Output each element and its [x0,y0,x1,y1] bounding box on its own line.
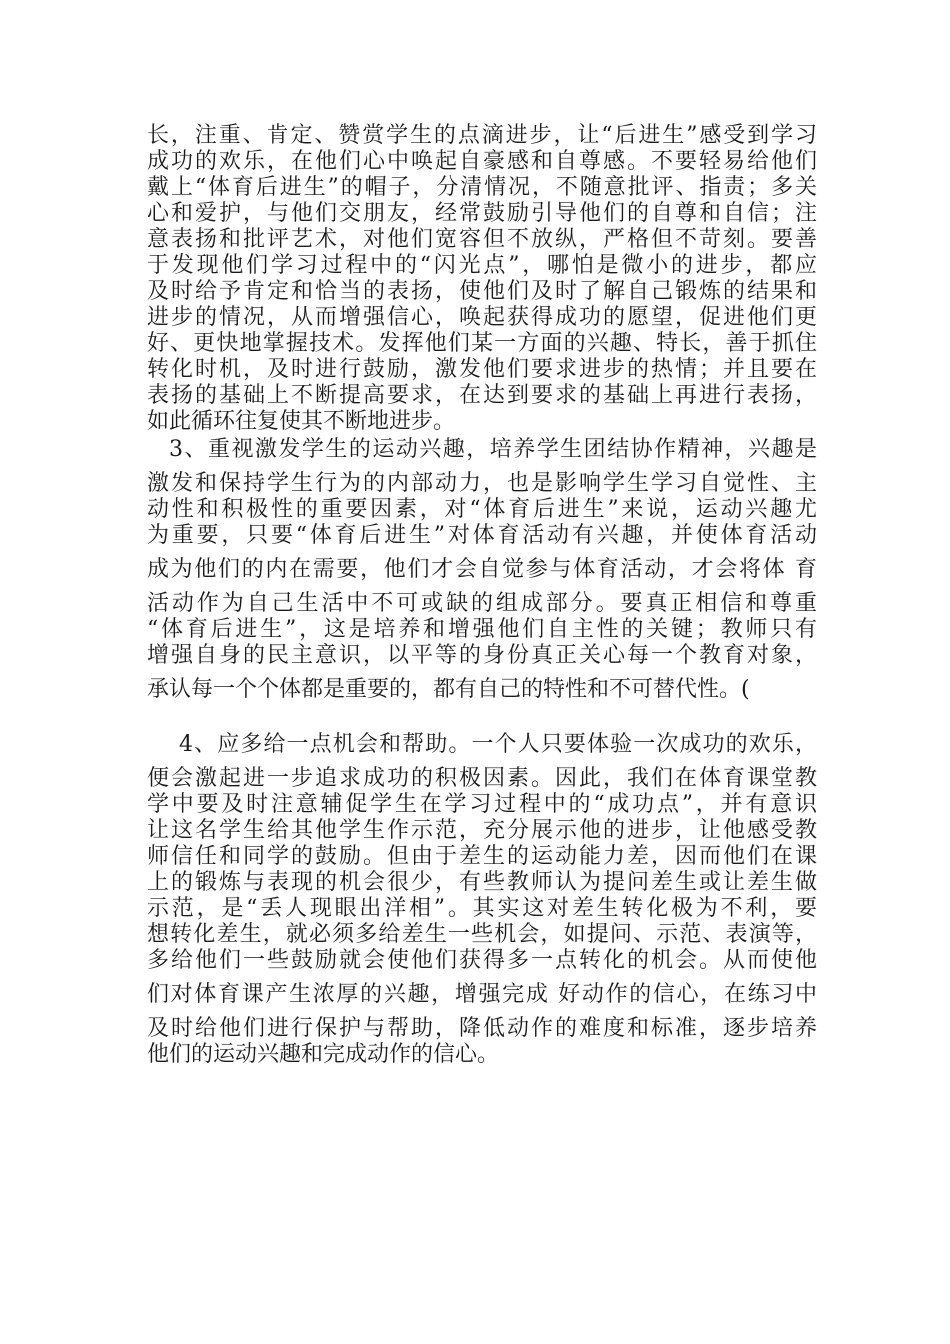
paragraph-line: 让这名学生给其他学生作示范，充分展示他的进步，让他感受教 [147,818,817,843]
paragraph-line: 长，注重、肯定、赞赏学生的点滴进步，让“后进生”感受到学习 [147,123,817,148]
paragraph-line: 表扬的基础上不断提高要求，在达到要求的基础上再进行表扬， [147,383,817,408]
paragraph-line: 上的锻炼与表现的机会很少，有些教师认为提问差生或让差生做 [147,870,817,895]
paragraph-line: 4、应多给一点机会和帮助。一个人只要体验一次成功的欢乐， [179,732,817,757]
paragraph-line: 想转化差生，就必须多给差生一些机会，如提问、示范、表演等， [147,922,817,947]
paragraph-line: 如此循环往复使其不断地进步。 [147,409,456,434]
paragraph-line: 为重要，只要“体育后进生”对体育活动有兴趣，并使体育活动 [147,523,817,548]
paragraph-line: 及时给予肯定和恰当的表扬，使他们及时了解自己锻炼的结果和 [147,279,817,304]
paragraph-line: 进步的情况，从而增强信心，唤起获得成功的愿望，促进他们更 [147,305,817,330]
paragraph-2 [147,437,817,703]
paragraph-line: 及时给他们进行保护与帮助，降低动作的难度和标准，逐步培养 [147,1016,817,1041]
paragraph-line: 意表扬和批评艺术，对他们宽容但不放纵，严格但不苛刻。要善 [147,227,817,252]
paragraph-line: 学中要及时注意辅促学生在学习过程中的“成功点”，并有意识 [147,792,817,817]
paragraph-line: 3、重视激发学生的运动兴趣，培养学生团结协作精神，兴趣是 [169,437,817,462]
paragraph-line: 活动作为自己生活中不可或缺的组成部分。要真正相信和尊重 [147,591,817,616]
paragraph-line: 增强自身的民主意识，以平等的身份真正关心每一个教育对象， [147,643,817,668]
paragraph-line: 戴上“体育后进生”的帽子，分清情况，不随意批评、指责；多关 [147,175,817,200]
paragraph-line: 成功的欢乐，在他们心中唤起自豪感和自尊感。不要轻易给他们 [147,149,817,174]
paragraph-1 [147,123,817,435]
paragraph-line: “体育后进生”，这是培养和增强他们自主性的关键；教师只有 [147,617,817,642]
paragraph-line: 动性和积极性的重要因素，对“体育后进生”来说，运动兴趣尤 [147,497,817,522]
paragraph-line: 转化时机，及时进行鼓励，激发他们要求进步的热情；并且要在 [147,357,817,382]
paragraph-line: 心和爱护，与他们交朋友，经常鼓励引导他们的自尊和自信；注 [147,201,817,226]
paragraph-line: 示范，是“丢人现眼出洋相”。其实这对差生转化极为不利，要 [147,896,817,921]
paragraph-line: 于发现他们学习过程中的“闪光点”，哪怕是微小的进步，都应 [147,253,817,278]
paragraph-line: 便会激起进一步追求成功的积极因素。因此，我们在体育课堂教 [147,766,817,791]
paragraph-line: 好、更快地掌握技术。发挥他们某一方面的兴趣、特长，善于抓住 [147,331,817,356]
paragraph-line: 们对体育课产生浓厚的兴趣，增强完成 好动作的信心，在练习中 [147,982,817,1007]
paragraph-line: 多给他们一些鼓励就会使他们获得多一点转化的机会。从而使他 [147,948,817,973]
paragraph-line: 师信任和同学的鼓励。但由于差生的运动能力差，因而他们在课 [147,844,817,869]
paragraph-line: 他们的运动兴趣和完成动作的信心。 [147,1042,500,1067]
paragraph-3 [147,732,817,1068]
paragraph-line: 激发和保持学生行为的内部动力，也是影响学生学习自觉性、主 [147,471,817,496]
paragraph-line: 承认每一个个体都是重要的，都有自己的特性和不可替代性。( [147,677,750,702]
paragraph-line: 成为他们的内在需要，他们才会自觉参与体育活动，才会将体 育 [147,557,817,582]
